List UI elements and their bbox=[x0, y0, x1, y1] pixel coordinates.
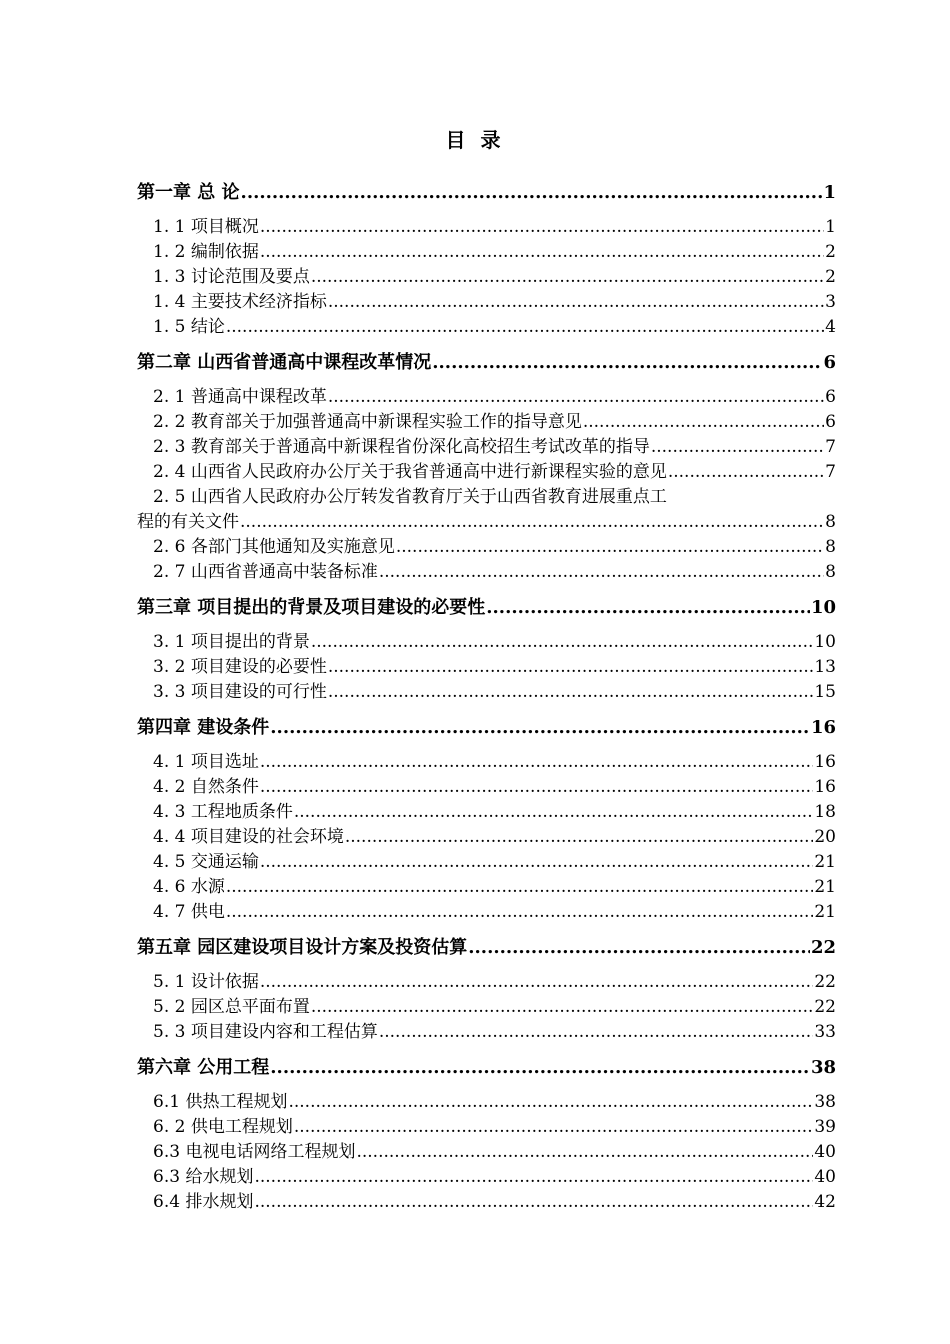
dot-leader bbox=[328, 655, 814, 680]
toc-page-number: 15 bbox=[814, 682, 836, 702]
toc-section[interactable] bbox=[137, 875, 836, 900]
toc-label-continuation: 程的有关文件 bbox=[137, 512, 239, 532]
dot-leader bbox=[486, 595, 810, 620]
toc-section[interactable] bbox=[137, 1020, 836, 1045]
toc-label: 5. 2 园区总平面布置 bbox=[153, 997, 310, 1017]
toc-section[interactable] bbox=[137, 1090, 836, 1115]
dot-leader bbox=[356, 1140, 813, 1165]
toc-section[interactable] bbox=[137, 750, 836, 775]
toc-page-number: 1 bbox=[823, 182, 836, 203]
dot-leader bbox=[396, 535, 824, 560]
table-of-contents bbox=[137, 180, 836, 1215]
toc-section[interactable] bbox=[137, 800, 836, 825]
dot-leader bbox=[226, 875, 814, 900]
toc-label: 2. 5 山西省人民政府办公厅转发省教育厅关于山西省教育进展重点工 bbox=[153, 487, 667, 507]
toc-label: 4. 5 交通运输 bbox=[153, 852, 259, 872]
toc-label: 第一章 总 论 bbox=[137, 182, 240, 203]
toc-label: 1. 2 编制依据 bbox=[153, 242, 259, 262]
toc-page-number: 6 bbox=[825, 387, 836, 407]
dot-leader bbox=[260, 775, 814, 800]
dot-leader bbox=[379, 1020, 814, 1045]
toc-label: 第四章 建设条件 bbox=[137, 717, 270, 738]
toc-page-number: 10 bbox=[810, 597, 836, 618]
toc-label: 4. 2 自然条件 bbox=[153, 777, 259, 797]
toc-page-number: 21 bbox=[814, 902, 836, 922]
toc-page-number: 13 bbox=[814, 657, 836, 677]
toc-page-number: 33 bbox=[814, 1022, 836, 1042]
toc-page-number: 22 bbox=[814, 972, 836, 992]
toc-section[interactable] bbox=[137, 900, 836, 925]
toc-label-continuation-row bbox=[137, 510, 836, 535]
toc-page-number: 39 bbox=[814, 1117, 836, 1137]
dot-leader bbox=[651, 435, 824, 460]
toc-section[interactable] bbox=[137, 460, 836, 485]
toc-section[interactable] bbox=[137, 995, 836, 1020]
dot-leader bbox=[328, 385, 824, 410]
toc-page-number: 10 bbox=[814, 632, 836, 652]
toc-label: 6.3 给水规划 bbox=[153, 1167, 254, 1187]
toc-section[interactable] bbox=[137, 825, 836, 850]
dot-leader bbox=[260, 215, 824, 240]
toc-page-number: 4 bbox=[825, 317, 836, 337]
toc-section[interactable] bbox=[137, 435, 836, 460]
toc-label: 6.3 电视电话网络工程规划 bbox=[153, 1142, 356, 1162]
toc-section[interactable] bbox=[137, 560, 836, 585]
dot-leader bbox=[260, 750, 814, 775]
toc-label: 2. 7 山西省普通高中装备标准 bbox=[153, 562, 378, 582]
dot-leader bbox=[254, 1190, 813, 1215]
toc-label: 4. 3 工程地质条件 bbox=[153, 802, 293, 822]
toc-page-number: 16 bbox=[810, 717, 836, 738]
dot-leader bbox=[432, 350, 822, 375]
dot-leader bbox=[311, 630, 814, 655]
dot-leader bbox=[668, 460, 824, 485]
toc-section[interactable] bbox=[137, 215, 836, 240]
toc-page-number: 40 bbox=[814, 1167, 836, 1187]
toc-label: 4. 7 供电 bbox=[153, 902, 225, 922]
toc-section[interactable] bbox=[137, 655, 836, 680]
toc-label: 5. 1 设计依据 bbox=[153, 972, 259, 992]
dot-leader bbox=[270, 1055, 810, 1080]
toc-page-number: 21 bbox=[814, 852, 836, 872]
toc-label: 4. 4 项目建设的社会环境 bbox=[153, 827, 344, 847]
dot-leader bbox=[311, 265, 824, 290]
toc-label: 2. 6 各部门其他通知及实施意见 bbox=[153, 537, 395, 557]
toc-section[interactable] bbox=[137, 240, 836, 265]
toc-section[interactable] bbox=[137, 535, 836, 560]
toc-page-number: 18 bbox=[814, 802, 836, 822]
toc-label: 2. 3 教育部关于普通高中新课程省份深化高校招生考试改革的指导 bbox=[153, 437, 650, 457]
toc-label: 2. 2 教育部关于加强普通高中新课程实验工作的指导意见 bbox=[153, 412, 582, 432]
dot-leader bbox=[226, 315, 824, 340]
toc-page-number: 3 bbox=[825, 292, 836, 312]
toc-label: 3. 3 项目建设的可行性 bbox=[153, 682, 327, 702]
toc-label: 4. 6 水源 bbox=[153, 877, 225, 897]
dot-leader bbox=[345, 825, 814, 850]
toc-label: 2. 1 普通高中课程改革 bbox=[153, 387, 327, 407]
toc-label: 6.4 排水规划 bbox=[153, 1192, 254, 1212]
dot-leader bbox=[260, 970, 814, 995]
toc-label: 1. 1 项目概况 bbox=[153, 217, 259, 237]
dot-leader bbox=[311, 995, 814, 1020]
toc-chapter[interactable] bbox=[137, 1055, 836, 1080]
toc-section[interactable] bbox=[137, 630, 836, 655]
toc-page-number: 8 bbox=[825, 512, 836, 532]
toc-page-number: 1 bbox=[825, 217, 836, 237]
toc-section[interactable] bbox=[137, 775, 836, 800]
toc-label: 2. 4 山西省人民政府办公厅关于我省普通高中进行新课程实验的意见 bbox=[153, 462, 667, 482]
toc-page-number: 38 bbox=[814, 1092, 836, 1112]
toc-section[interactable] bbox=[137, 315, 836, 340]
toc-label: 6. 2 供电工程规划 bbox=[153, 1117, 293, 1137]
toc-label: 3. 1 项目提出的背景 bbox=[153, 632, 310, 652]
toc-page-number: 38 bbox=[810, 1057, 836, 1078]
toc-label: 4. 1 项目选址 bbox=[153, 752, 259, 772]
toc-label: 1. 3 讨论范围及要点 bbox=[153, 267, 310, 287]
toc-page-number: 16 bbox=[814, 777, 836, 797]
dot-leader bbox=[260, 850, 814, 875]
dot-leader bbox=[288, 1090, 813, 1115]
toc-section[interactable] bbox=[137, 290, 836, 315]
toc-page-number: 22 bbox=[810, 937, 836, 958]
toc-label: 第三章 项目提出的背景及项目建设的必要性 bbox=[137, 597, 486, 618]
toc-label: 5. 3 项目建设内容和工程估算 bbox=[153, 1022, 378, 1042]
toc-page-number: 6 bbox=[823, 352, 836, 373]
toc-section[interactable] bbox=[137, 265, 836, 290]
toc-label: 第二章 山西省普通高中课程改革情况 bbox=[137, 352, 432, 373]
dot-leader bbox=[583, 410, 824, 435]
toc-page-number: 7 bbox=[825, 437, 836, 457]
toc-page-number: 42 bbox=[814, 1192, 836, 1212]
toc-page-number: 2 bbox=[825, 267, 836, 287]
toc-page-number: 16 bbox=[814, 752, 836, 772]
toc-section[interactable] bbox=[137, 970, 836, 995]
dot-leader bbox=[468, 935, 810, 960]
toc-page-number: 6 bbox=[825, 412, 836, 432]
toc-page-number: 8 bbox=[825, 562, 836, 582]
dot-leader bbox=[254, 1165, 813, 1190]
toc-section[interactable] bbox=[137, 410, 836, 435]
toc-chapter[interactable] bbox=[137, 350, 836, 375]
toc-page-number: 7 bbox=[825, 462, 836, 482]
toc-chapter[interactable] bbox=[137, 180, 836, 205]
toc-page-number: 2 bbox=[825, 242, 836, 262]
toc-section[interactable] bbox=[137, 850, 836, 875]
dot-leader bbox=[294, 1115, 814, 1140]
toc-page-number: 20 bbox=[814, 827, 836, 847]
dot-leader bbox=[379, 560, 824, 585]
dot-leader bbox=[240, 510, 824, 535]
toc-section[interactable] bbox=[137, 680, 836, 705]
toc-page-number: 22 bbox=[814, 997, 836, 1017]
dot-leader bbox=[226, 900, 814, 925]
dot-leader bbox=[328, 680, 814, 705]
toc-section[interactable] bbox=[137, 1190, 836, 1215]
toc-label: 第六章 公用工程 bbox=[137, 1057, 270, 1078]
toc-label: 6.1 供热工程规划 bbox=[153, 1092, 288, 1112]
dot-leader bbox=[241, 180, 823, 205]
toc-chapter[interactable] bbox=[137, 715, 836, 740]
dot-leader bbox=[270, 715, 810, 740]
toc-page-number: 8 bbox=[825, 537, 836, 557]
dot-leader bbox=[294, 800, 814, 825]
toc-label: 第五章 园区建设项目设计方案及投资估算 bbox=[137, 937, 468, 958]
toc-label: 3. 2 项目建设的必要性 bbox=[153, 657, 327, 677]
toc-chapter[interactable] bbox=[137, 935, 836, 960]
toc-chapter[interactable] bbox=[137, 595, 836, 620]
toc-page-number: 21 bbox=[814, 877, 836, 897]
toc-label: 1. 4 主要技术经济指标 bbox=[153, 292, 327, 312]
dot-leader bbox=[260, 240, 824, 265]
page-title: 目 录 bbox=[445, 128, 505, 152]
dot-leader bbox=[328, 290, 824, 315]
toc-section[interactable] bbox=[137, 1115, 836, 1140]
toc-section[interactable] bbox=[137, 1165, 836, 1190]
toc-section[interactable] bbox=[137, 1140, 836, 1165]
toc-section[interactable] bbox=[137, 385, 836, 410]
toc-page-number: 40 bbox=[814, 1142, 836, 1162]
toc-label: 1. 5 结论 bbox=[153, 317, 225, 337]
toc-section-wrapped[interactable] bbox=[137, 485, 836, 535]
